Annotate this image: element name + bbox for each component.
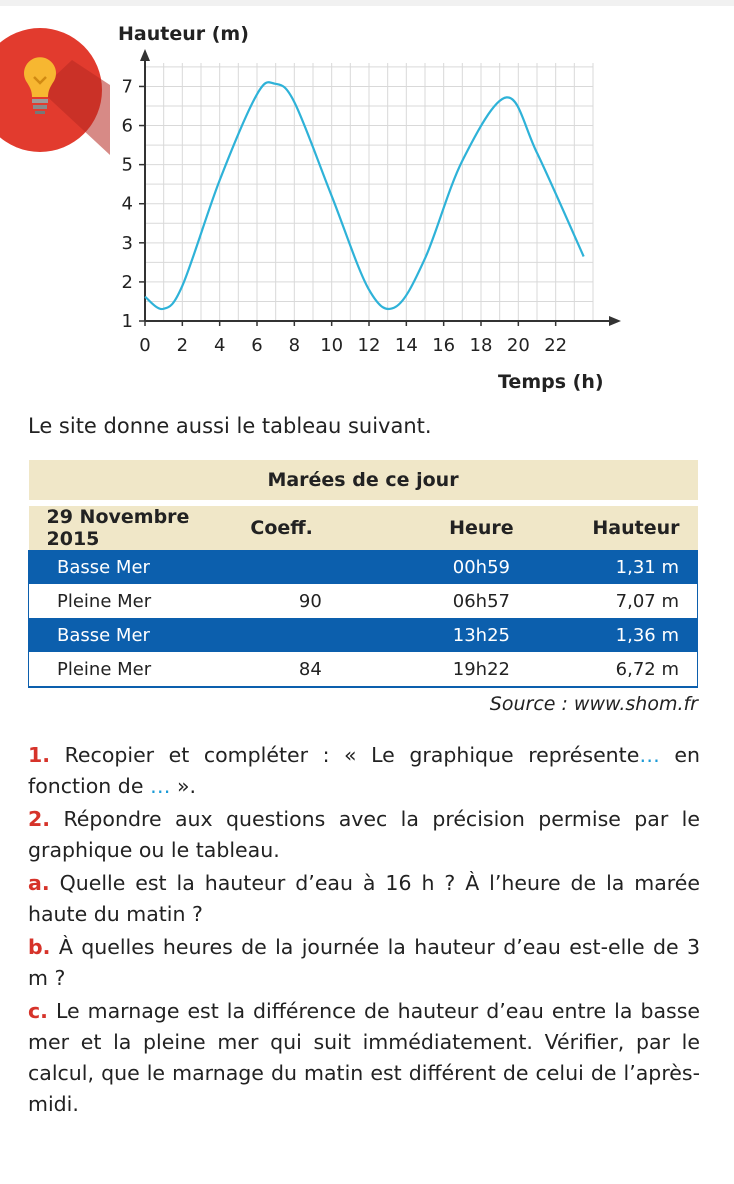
x-tick-label: 0 bbox=[139, 335, 151, 356]
cell-coeff: 90 bbox=[232, 584, 388, 618]
question-text: À quelles heures de la journée la hauteur d’eau est-elle de 3 m ? bbox=[28, 935, 700, 990]
header-coeff: Coeff. bbox=[232, 506, 388, 550]
y-tick-label: 6 bbox=[121, 115, 133, 137]
y-tick-label: 5 bbox=[121, 154, 133, 176]
cell-coeff bbox=[232, 618, 388, 652]
cell-coeff: 84 bbox=[232, 652, 388, 687]
y-tick-label: 7 bbox=[121, 76, 133, 98]
y-axis-arrow bbox=[140, 49, 150, 61]
y-tick-label: 3 bbox=[121, 232, 133, 254]
intro-text: Le site donne aussi le tableau suivant. bbox=[28, 414, 432, 438]
table-row bbox=[29, 652, 698, 687]
question-text: en fonction de bbox=[28, 743, 700, 798]
question-2a bbox=[28, 868, 700, 930]
cell-type: Basse Mer bbox=[29, 550, 233, 584]
question-1 bbox=[28, 740, 700, 802]
questions bbox=[28, 740, 700, 1122]
question-text: Recopier et compléter : « Le graphique représente bbox=[64, 743, 640, 767]
blank-dots: … bbox=[639, 743, 660, 767]
cell-hauteur: 1,31 m bbox=[574, 550, 697, 584]
header-date: 29 Novembre 2015 bbox=[29, 506, 233, 550]
question-text: Répondre aux questions avec la précision permise par le graphique ou le tableau. bbox=[28, 807, 700, 862]
cell-type: Pleine Mer bbox=[29, 652, 233, 687]
x-tick-label: 18 bbox=[469, 335, 493, 356]
table-row bbox=[29, 550, 698, 584]
cell-hauteur: 6,72 m bbox=[574, 652, 697, 687]
cell-heure: 19h22 bbox=[388, 652, 574, 687]
lightbulb-icon bbox=[0, 25, 110, 155]
x-tick-label: 12 bbox=[357, 335, 381, 356]
x-tick-label: 6 bbox=[251, 335, 263, 356]
question-text: Quelle est la hauteur d’eau à 16 h ? À l’heure de la marée haute du matin ? bbox=[28, 871, 700, 926]
y-tick-label: 2 bbox=[121, 271, 133, 293]
table-title: Marées de ce jour bbox=[29, 460, 698, 500]
x-tick-label: 8 bbox=[288, 335, 301, 356]
question-number: 1. bbox=[28, 743, 51, 767]
y-axis-label: Hauteur (m) bbox=[118, 23, 249, 45]
header-heure: Heure bbox=[388, 506, 574, 550]
x-tick-label: 20 bbox=[506, 335, 530, 356]
question-text: Le marnage est la différence de hauteur d’eau entre la basse mer et la pleine mer qui suit immédiatement. Vérifier, par le calcul, que le marnage du matin est différent de celui de l’après-midi. bbox=[28, 999, 700, 1116]
x-tick-label: 4 bbox=[213, 335, 226, 356]
x-axis-label: Temps (h) bbox=[498, 371, 604, 393]
y-tick-label: 4 bbox=[121, 193, 133, 215]
top-strip bbox=[0, 0, 734, 6]
chart-axes bbox=[140, 49, 621, 326]
question-text: ». bbox=[170, 774, 197, 798]
x-tick-label: 22 bbox=[544, 335, 568, 356]
cell-type: Pleine Mer bbox=[29, 584, 233, 618]
cell-coeff bbox=[232, 550, 388, 584]
x-tick-label: 10 bbox=[320, 335, 344, 356]
tides-table bbox=[28, 460, 698, 688]
x-tick-label: 2 bbox=[176, 335, 189, 356]
question-letter: c. bbox=[28, 999, 48, 1023]
chart-grid bbox=[145, 63, 593, 321]
y-tick-label: 1 bbox=[121, 311, 133, 332]
x-tick-label: 16 bbox=[432, 335, 456, 356]
x-tick-label: 14 bbox=[394, 335, 418, 356]
question-2c bbox=[28, 996, 700, 1120]
question-letter: b. bbox=[28, 935, 51, 959]
blank-dots: … bbox=[149, 774, 171, 798]
cell-hauteur: 1,36 m bbox=[574, 618, 697, 652]
question-number: 2. bbox=[28, 807, 51, 831]
source-citation: Source : www.shom.fr bbox=[489, 693, 698, 715]
tide-chart bbox=[100, 18, 630, 398]
table-row bbox=[29, 584, 698, 618]
cell-heure: 13h25 bbox=[388, 618, 574, 652]
x-axis-arrow bbox=[609, 316, 621, 326]
question-letter: a. bbox=[28, 871, 50, 895]
question-2b bbox=[28, 932, 700, 994]
cell-heure: 06h57 bbox=[388, 584, 574, 618]
header-hauteur: Hauteur bbox=[574, 506, 697, 550]
table-header-row bbox=[29, 506, 698, 550]
cell-type: Basse Mer bbox=[29, 618, 233, 652]
question-2 bbox=[28, 804, 700, 866]
cell-hauteur: 7,07 m bbox=[574, 584, 697, 618]
table-row bbox=[29, 618, 698, 652]
x-tick-labels bbox=[139, 321, 567, 356]
cell-heure: 00h59 bbox=[388, 550, 574, 584]
y-tick-labels bbox=[122, 76, 145, 332]
